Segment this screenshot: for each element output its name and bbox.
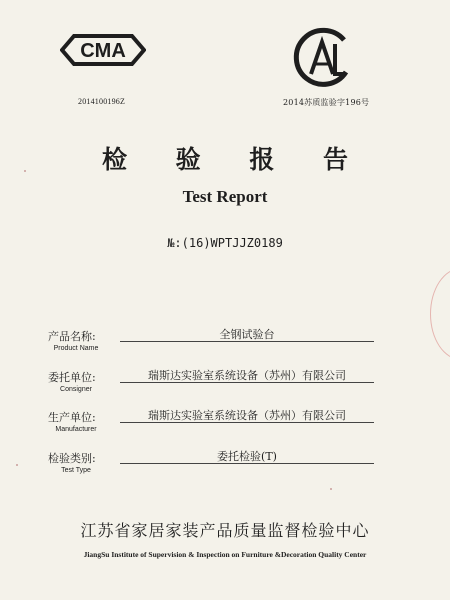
field-consigner [0, 369, 450, 409]
paper-speck [24, 170, 26, 172]
field-label-en: Consigner [60, 386, 92, 393]
field-label-cn: 检验类别: [48, 452, 96, 465]
field-label-cn: 生产单位: [48, 411, 96, 424]
field-label-en: Product Name [53, 345, 99, 352]
report-title-english: Test Report [182, 187, 268, 206]
paper-speck [16, 464, 18, 466]
field-label-cn: 委托单位: [48, 371, 96, 384]
field-label-en: Manufacturer [55, 426, 97, 433]
paper-speck [330, 488, 332, 490]
underline [120, 382, 374, 383]
field-label-cn: 产品名称: [48, 330, 96, 343]
field-value: 瑞斯达实验室系统设备（苏州）有限公司 [148, 369, 346, 382]
underline [120, 422, 374, 423]
cma-logo [60, 32, 146, 68]
underline [120, 341, 374, 342]
field-product-name [0, 328, 450, 368]
underline [120, 463, 374, 464]
cma-certificate-number: 2014100196Z [78, 97, 126, 106]
organization-name-english: JiangSu Institute of Supervision & Inspection on Furniture &Decoration Quality Center [83, 550, 367, 559]
cma-logo-text: CMA [80, 40, 126, 62]
field-manufacturer [0, 409, 450, 449]
report-number: №:(16)WPTJJZ0189 [167, 236, 283, 250]
field-label-en: Test Type [61, 467, 91, 474]
field-value: 委托检验(T) [217, 450, 277, 463]
field-value: 全钢试验台 [219, 328, 275, 341]
report-title-chinese: 检 验 报 告 [101, 145, 369, 174]
field-value: 瑞斯达实验室系统设备（苏州）有限公司 [148, 409, 346, 422]
organization-name-chinese: 江苏省家居家装产品质量监督检验中心 [80, 521, 370, 540]
field-test-type [0, 450, 450, 490]
cal-logo [290, 26, 354, 90]
cal-logo-text: CAL [320, 89, 324, 90]
cal-certificate-number: 2014苏质监验字196号 [283, 98, 370, 107]
